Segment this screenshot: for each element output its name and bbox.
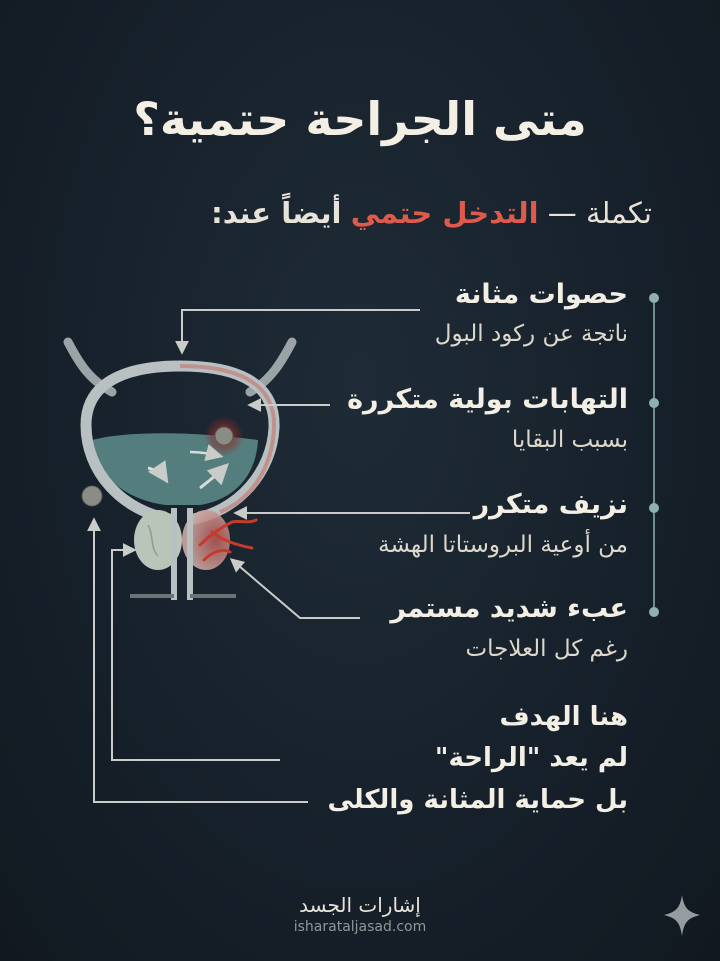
connector-item-1 — [182, 310, 420, 352]
bladder-stone-icon — [215, 427, 233, 445]
subtitle-lead: تكملة — [585, 196, 652, 230]
item-heading-burden: عبء شديد مستمر — [390, 593, 628, 624]
connector-goal-2 — [112, 550, 280, 760]
item-detail-infections: بسبب البقايا — [511, 427, 628, 453]
brand-url[interactable]: isharataljasad.com — [293, 919, 427, 935]
timeline-dot-1 — [649, 293, 659, 303]
urethra — [174, 508, 190, 600]
item-detail-stones: ناتجة عن ركود البول — [434, 321, 628, 347]
goal-line-2: لم يعد "الراحة" — [434, 743, 628, 773]
kidney-stone-icon — [82, 486, 102, 506]
timeline-dot-2 — [649, 398, 659, 408]
brand-name: إشارات الجسد — [299, 893, 421, 917]
timeline-dot-4 — [649, 607, 659, 617]
goal-line-3: بل حماية المثانة والكلى — [327, 785, 628, 815]
item-heading-stones: حصوات مثانة — [454, 279, 628, 310]
item-detail-burden: رغم كل العلاجات — [465, 636, 628, 662]
item-detail-bleeding: من أوعية البروستاتا الهشة — [378, 532, 628, 558]
subtitle-rest: أيضاً عند: — [211, 196, 342, 230]
subtitle-highlight: التدخل حتمي — [350, 196, 539, 230]
subtitle-dash: — — [547, 196, 577, 230]
subtitle — [211, 196, 652, 230]
item-heading-infections: التهابات بولية متكررة — [347, 384, 628, 415]
goal-line-1: هنا الهدف — [499, 702, 628, 732]
timeline-dot-3 — [649, 503, 659, 513]
item-heading-bleeding: نزيف متكرر — [473, 489, 628, 520]
page-title: متى الجراحة حتمية؟ — [133, 92, 587, 146]
connector-item-4 — [232, 560, 360, 618]
